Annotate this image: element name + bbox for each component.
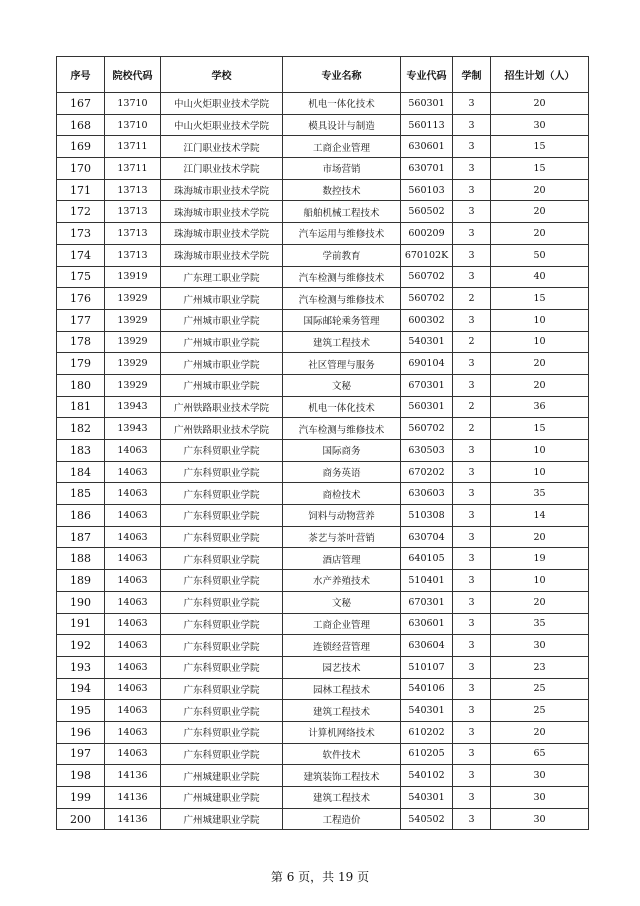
school-code-cell: 13929 xyxy=(105,374,161,396)
school-code-cell: 14063 xyxy=(105,440,161,462)
table-row xyxy=(57,483,589,505)
duration-cell: 3 xyxy=(453,374,491,396)
major-code-cell: 670301 xyxy=(401,591,453,613)
table-row xyxy=(57,613,589,635)
major-code-cell: 630604 xyxy=(401,635,453,657)
quota-cell: 30 xyxy=(491,635,589,657)
school-cell: 广东科贸职业学院 xyxy=(161,635,283,657)
school-cell: 广州城市职业学院 xyxy=(161,288,283,310)
school-code-cell: 13943 xyxy=(105,396,161,418)
quota-cell: 14 xyxy=(491,505,589,527)
duration-cell: 3 xyxy=(453,461,491,483)
seq-cell: 188 xyxy=(57,548,105,570)
major-code-cell: 560502 xyxy=(401,201,453,223)
seq-cell: 175 xyxy=(57,266,105,288)
quota-cell: 15 xyxy=(491,418,589,440)
school-code-cell: 14063 xyxy=(105,678,161,700)
table-row xyxy=(57,505,589,527)
school-cell: 广州城市职业学院 xyxy=(161,309,283,331)
duration-cell: 3 xyxy=(453,223,491,245)
duration-cell: 3 xyxy=(453,136,491,158)
duration-cell: 3 xyxy=(453,700,491,722)
header-duration: 学制 xyxy=(453,57,491,93)
major-code-cell: 510107 xyxy=(401,656,453,678)
school-code-cell: 13713 xyxy=(105,244,161,266)
school-cell: 广州城市职业学院 xyxy=(161,374,283,396)
duration-cell: 3 xyxy=(453,743,491,765)
seq-cell: 167 xyxy=(57,93,105,115)
duration-cell: 3 xyxy=(453,570,491,592)
quota-cell: 20 xyxy=(491,374,589,396)
major-code-cell: 540106 xyxy=(401,678,453,700)
school-cell: 广东科贸职业学院 xyxy=(161,526,283,548)
seq-cell: 186 xyxy=(57,505,105,527)
duration-cell: 3 xyxy=(453,721,491,743)
major-code-cell: 630701 xyxy=(401,158,453,180)
table-row xyxy=(57,808,589,830)
duration-cell: 3 xyxy=(453,787,491,809)
table-row xyxy=(57,678,589,700)
school-code-cell: 14063 xyxy=(105,483,161,505)
quota-cell: 35 xyxy=(491,613,589,635)
seq-cell: 196 xyxy=(57,721,105,743)
duration-cell: 3 xyxy=(453,808,491,830)
quota-cell: 25 xyxy=(491,700,589,722)
table-row xyxy=(57,353,589,375)
seq-cell: 199 xyxy=(57,787,105,809)
enrollment-table xyxy=(56,56,589,830)
major-code-cell: 540301 xyxy=(401,700,453,722)
school-code-cell: 14063 xyxy=(105,635,161,657)
school-cell: 中山火炬职业技术学院 xyxy=(161,114,283,136)
table-row xyxy=(57,223,589,245)
major-name-cell: 文秘 xyxy=(283,591,401,613)
school-cell: 江门职业技术学院 xyxy=(161,136,283,158)
seq-cell: 178 xyxy=(57,331,105,353)
major-name-cell: 学前教育 xyxy=(283,244,401,266)
quota-cell: 23 xyxy=(491,656,589,678)
major-code-cell: 610205 xyxy=(401,743,453,765)
table-row xyxy=(57,244,589,266)
major-name-cell: 园林工程技术 xyxy=(283,678,401,700)
header-school: 学校 xyxy=(161,57,283,93)
table-row xyxy=(57,700,589,722)
table-body xyxy=(57,93,589,830)
quota-cell: 36 xyxy=(491,396,589,418)
school-code-cell: 13929 xyxy=(105,309,161,331)
major-name-cell: 茶艺与茶叶营销 xyxy=(283,526,401,548)
major-code-cell: 560103 xyxy=(401,179,453,201)
seq-cell: 195 xyxy=(57,700,105,722)
table-row xyxy=(57,526,589,548)
header-quota: 招生计划（人） xyxy=(491,57,589,93)
school-code-cell: 14063 xyxy=(105,505,161,527)
table-row xyxy=(57,179,589,201)
school-code-cell: 13710 xyxy=(105,114,161,136)
table-row xyxy=(57,266,589,288)
major-code-cell: 600302 xyxy=(401,309,453,331)
table-row xyxy=(57,309,589,331)
school-cell: 广东理工职业学院 xyxy=(161,266,283,288)
major-name-cell: 汽车检测与维修技术 xyxy=(283,418,401,440)
quota-cell: 20 xyxy=(491,526,589,548)
school-code-cell: 14136 xyxy=(105,765,161,787)
major-name-cell: 建筑装饰工程技术 xyxy=(283,765,401,787)
school-cell: 广州城建职业学院 xyxy=(161,808,283,830)
major-name-cell: 连锁经营管理 xyxy=(283,635,401,657)
major-name-cell: 饲料与动物营养 xyxy=(283,505,401,527)
seq-cell: 197 xyxy=(57,743,105,765)
school-code-cell: 14063 xyxy=(105,591,161,613)
seq-cell: 198 xyxy=(57,765,105,787)
major-code-cell: 630503 xyxy=(401,440,453,462)
quota-cell: 10 xyxy=(491,309,589,331)
major-code-cell: 560702 xyxy=(401,288,453,310)
seq-cell: 179 xyxy=(57,353,105,375)
school-cell: 珠海城市职业技术学院 xyxy=(161,179,283,201)
seq-cell: 194 xyxy=(57,678,105,700)
major-code-cell: 540301 xyxy=(401,331,453,353)
major-name-cell: 模具设计与制造 xyxy=(283,114,401,136)
school-code-cell: 13711 xyxy=(105,158,161,180)
seq-cell: 191 xyxy=(57,613,105,635)
school-code-cell: 14136 xyxy=(105,808,161,830)
major-code-cell: 560702 xyxy=(401,266,453,288)
school-cell: 广东科贸职业学院 xyxy=(161,678,283,700)
major-name-cell: 社区管理与服务 xyxy=(283,353,401,375)
major-name-cell: 计算机网络技术 xyxy=(283,721,401,743)
duration-cell: 3 xyxy=(453,765,491,787)
quota-cell: 10 xyxy=(491,331,589,353)
major-code-cell: 630601 xyxy=(401,136,453,158)
school-code-cell: 13919 xyxy=(105,266,161,288)
table-row xyxy=(57,93,589,115)
major-name-cell: 工商企业管理 xyxy=(283,136,401,158)
quota-cell: 19 xyxy=(491,548,589,570)
seq-cell: 168 xyxy=(57,114,105,136)
school-code-cell: 14063 xyxy=(105,526,161,548)
major-name-cell: 汽车检测与维修技术 xyxy=(283,266,401,288)
school-cell: 广东科贸职业学院 xyxy=(161,548,283,570)
duration-cell: 3 xyxy=(453,678,491,700)
school-code-cell: 14063 xyxy=(105,721,161,743)
school-cell: 广东科贸职业学院 xyxy=(161,613,283,635)
quota-cell: 30 xyxy=(491,787,589,809)
school-cell: 中山火炬职业技术学院 xyxy=(161,93,283,115)
table-row xyxy=(57,548,589,570)
quota-cell: 25 xyxy=(491,678,589,700)
duration-cell: 3 xyxy=(453,635,491,657)
duration-cell: 2 xyxy=(453,288,491,310)
seq-cell: 189 xyxy=(57,570,105,592)
school-code-cell: 13711 xyxy=(105,136,161,158)
quota-cell: 30 xyxy=(491,808,589,830)
seq-cell: 182 xyxy=(57,418,105,440)
table-row xyxy=(57,787,589,809)
seq-cell: 180 xyxy=(57,374,105,396)
school-code-cell: 14063 xyxy=(105,743,161,765)
header-major-name: 专业名称 xyxy=(283,57,401,93)
school-code-cell: 13943 xyxy=(105,418,161,440)
school-cell: 江门职业技术学院 xyxy=(161,158,283,180)
major-code-cell: 670202 xyxy=(401,461,453,483)
major-code-cell: 690104 xyxy=(401,353,453,375)
quota-cell: 20 xyxy=(491,93,589,115)
major-code-cell: 610202 xyxy=(401,721,453,743)
page-footer: 第 6 页，共 19 页 xyxy=(270,870,370,884)
quota-cell: 20 xyxy=(491,721,589,743)
seq-cell: 174 xyxy=(57,244,105,266)
major-code-cell: 630601 xyxy=(401,613,453,635)
school-cell: 广东科贸职业学院 xyxy=(161,461,283,483)
school-code-cell: 14136 xyxy=(105,787,161,809)
quota-cell: 20 xyxy=(491,179,589,201)
seq-cell: 192 xyxy=(57,635,105,657)
seq-cell: 170 xyxy=(57,158,105,180)
school-code-cell: 14063 xyxy=(105,700,161,722)
quota-cell: 40 xyxy=(491,266,589,288)
table-row xyxy=(57,743,589,765)
school-cell: 广东科贸职业学院 xyxy=(161,505,283,527)
major-code-cell: 560301 xyxy=(401,396,453,418)
major-code-cell: 630704 xyxy=(401,526,453,548)
school-cell: 广东科贸职业学院 xyxy=(161,656,283,678)
table-row xyxy=(57,288,589,310)
duration-cell: 3 xyxy=(453,440,491,462)
seq-cell: 190 xyxy=(57,591,105,613)
school-cell: 广东科贸职业学院 xyxy=(161,721,283,743)
school-code-cell: 14063 xyxy=(105,548,161,570)
major-name-cell: 船舶机械工程技术 xyxy=(283,201,401,223)
table-row xyxy=(57,396,589,418)
seq-cell: 183 xyxy=(57,440,105,462)
major-name-cell: 市场营销 xyxy=(283,158,401,180)
school-cell: 珠海城市职业技术学院 xyxy=(161,244,283,266)
school-cell: 广东科贸职业学院 xyxy=(161,483,283,505)
major-code-cell: 540301 xyxy=(401,787,453,809)
seq-cell: 176 xyxy=(57,288,105,310)
quota-cell: 35 xyxy=(491,483,589,505)
table-row xyxy=(57,201,589,223)
seq-cell: 187 xyxy=(57,526,105,548)
major-name-cell: 工商企业管理 xyxy=(283,613,401,635)
quota-cell: 65 xyxy=(491,743,589,765)
duration-cell: 3 xyxy=(453,93,491,115)
duration-cell: 3 xyxy=(453,548,491,570)
major-name-cell: 酒店管理 xyxy=(283,548,401,570)
quota-cell: 20 xyxy=(491,201,589,223)
major-name-cell: 水产养殖技术 xyxy=(283,570,401,592)
major-code-cell: 510308 xyxy=(401,505,453,527)
school-code-cell: 13710 xyxy=(105,93,161,115)
header-school-code: 院校代码 xyxy=(105,57,161,93)
duration-cell: 3 xyxy=(453,353,491,375)
quota-cell: 20 xyxy=(491,223,589,245)
major-name-cell: 文秘 xyxy=(283,374,401,396)
header-row xyxy=(57,57,589,93)
major-code-cell: 670102K xyxy=(401,244,453,266)
quota-cell: 15 xyxy=(491,136,589,158)
school-cell: 广州城建职业学院 xyxy=(161,787,283,809)
major-name-cell: 数控技术 xyxy=(283,179,401,201)
school-cell: 广东科贸职业学院 xyxy=(161,743,283,765)
quota-cell: 20 xyxy=(491,591,589,613)
major-name-cell: 机电一体化技术 xyxy=(283,396,401,418)
school-code-cell: 13713 xyxy=(105,179,161,201)
major-code-cell: 630603 xyxy=(401,483,453,505)
major-code-cell: 560702 xyxy=(401,418,453,440)
header-seq: 序号 xyxy=(57,57,105,93)
school-code-cell: 14063 xyxy=(105,461,161,483)
seq-cell: 200 xyxy=(57,808,105,830)
school-cell: 广州城市职业学院 xyxy=(161,331,283,353)
table-row xyxy=(57,656,589,678)
major-name-cell: 建筑工程技术 xyxy=(283,700,401,722)
table-row xyxy=(57,461,589,483)
major-code-cell: 560113 xyxy=(401,114,453,136)
school-code-cell: 14063 xyxy=(105,656,161,678)
table-row xyxy=(57,591,589,613)
seq-cell: 177 xyxy=(57,309,105,331)
school-code-cell: 13713 xyxy=(105,223,161,245)
table-row xyxy=(57,570,589,592)
quota-cell: 30 xyxy=(491,765,589,787)
seq-cell: 185 xyxy=(57,483,105,505)
duration-cell: 3 xyxy=(453,505,491,527)
school-code-cell: 13929 xyxy=(105,353,161,375)
major-code-cell: 640105 xyxy=(401,548,453,570)
major-code-cell: 540502 xyxy=(401,808,453,830)
major-code-cell: 560301 xyxy=(401,93,453,115)
school-code-cell: 13929 xyxy=(105,331,161,353)
duration-cell: 3 xyxy=(453,483,491,505)
table-row xyxy=(57,331,589,353)
table-row xyxy=(57,721,589,743)
quota-cell: 10 xyxy=(491,461,589,483)
quota-cell: 15 xyxy=(491,288,589,310)
major-name-cell: 建筑工程技术 xyxy=(283,787,401,809)
duration-cell: 3 xyxy=(453,158,491,180)
seq-cell: 181 xyxy=(57,396,105,418)
major-name-cell: 国际商务 xyxy=(283,440,401,462)
table-row xyxy=(57,765,589,787)
major-code-cell: 510401 xyxy=(401,570,453,592)
major-name-cell: 机电一体化技术 xyxy=(283,93,401,115)
duration-cell: 2 xyxy=(453,396,491,418)
table-row xyxy=(57,418,589,440)
seq-cell: 171 xyxy=(57,179,105,201)
school-cell: 广东科贸职业学院 xyxy=(161,700,283,722)
school-cell: 广州铁路职业技术学院 xyxy=(161,396,283,418)
duration-cell: 2 xyxy=(453,331,491,353)
school-cell: 广东科贸职业学院 xyxy=(161,570,283,592)
school-cell: 珠海城市职业技术学院 xyxy=(161,201,283,223)
school-code-cell: 14063 xyxy=(105,613,161,635)
duration-cell: 3 xyxy=(453,244,491,266)
table-row xyxy=(57,136,589,158)
school-cell: 广州城建职业学院 xyxy=(161,765,283,787)
duration-cell: 3 xyxy=(453,591,491,613)
school-code-cell: 14063 xyxy=(105,570,161,592)
table-row xyxy=(57,635,589,657)
table-row xyxy=(57,374,589,396)
seq-cell: 193 xyxy=(57,656,105,678)
duration-cell: 3 xyxy=(453,309,491,331)
quota-cell: 10 xyxy=(491,570,589,592)
seq-cell: 173 xyxy=(57,223,105,245)
major-code-cell: 670301 xyxy=(401,374,453,396)
duration-cell: 3 xyxy=(453,114,491,136)
school-cell: 广州城市职业学院 xyxy=(161,353,283,375)
duration-cell: 2 xyxy=(453,418,491,440)
school-cell: 广东科贸职业学院 xyxy=(161,440,283,462)
major-name-cell: 软件技术 xyxy=(283,743,401,765)
major-name-cell: 商务英语 xyxy=(283,461,401,483)
major-code-cell: 600209 xyxy=(401,223,453,245)
school-code-cell: 13713 xyxy=(105,201,161,223)
quota-cell: 10 xyxy=(491,440,589,462)
seq-cell: 172 xyxy=(57,201,105,223)
header-major-code: 专业代码 xyxy=(401,57,453,93)
major-name-cell: 汽车运用与维修技术 xyxy=(283,223,401,245)
duration-cell: 3 xyxy=(453,613,491,635)
table-row xyxy=(57,158,589,180)
school-code-cell: 13929 xyxy=(105,288,161,310)
duration-cell: 3 xyxy=(453,266,491,288)
seq-cell: 184 xyxy=(57,461,105,483)
major-name-cell: 汽车检测与维修技术 xyxy=(283,288,401,310)
quota-cell: 50 xyxy=(491,244,589,266)
quota-cell: 20 xyxy=(491,353,589,375)
major-name-cell: 商检技术 xyxy=(283,483,401,505)
major-name-cell: 工程造价 xyxy=(283,808,401,830)
quota-cell: 15 xyxy=(491,158,589,180)
major-code-cell: 540102 xyxy=(401,765,453,787)
duration-cell: 3 xyxy=(453,656,491,678)
school-cell: 广东科贸职业学院 xyxy=(161,591,283,613)
duration-cell: 3 xyxy=(453,179,491,201)
school-cell: 广州铁路职业技术学院 xyxy=(161,418,283,440)
table-row xyxy=(57,114,589,136)
school-cell: 珠海城市职业技术学院 xyxy=(161,223,283,245)
duration-cell: 3 xyxy=(453,201,491,223)
major-name-cell: 国际邮轮乘务管理 xyxy=(283,309,401,331)
major-name-cell: 建筑工程技术 xyxy=(283,331,401,353)
quota-cell: 30 xyxy=(491,114,589,136)
table-row xyxy=(57,440,589,462)
duration-cell: 3 xyxy=(453,526,491,548)
major-name-cell: 园艺技术 xyxy=(283,656,401,678)
seq-cell: 169 xyxy=(57,136,105,158)
